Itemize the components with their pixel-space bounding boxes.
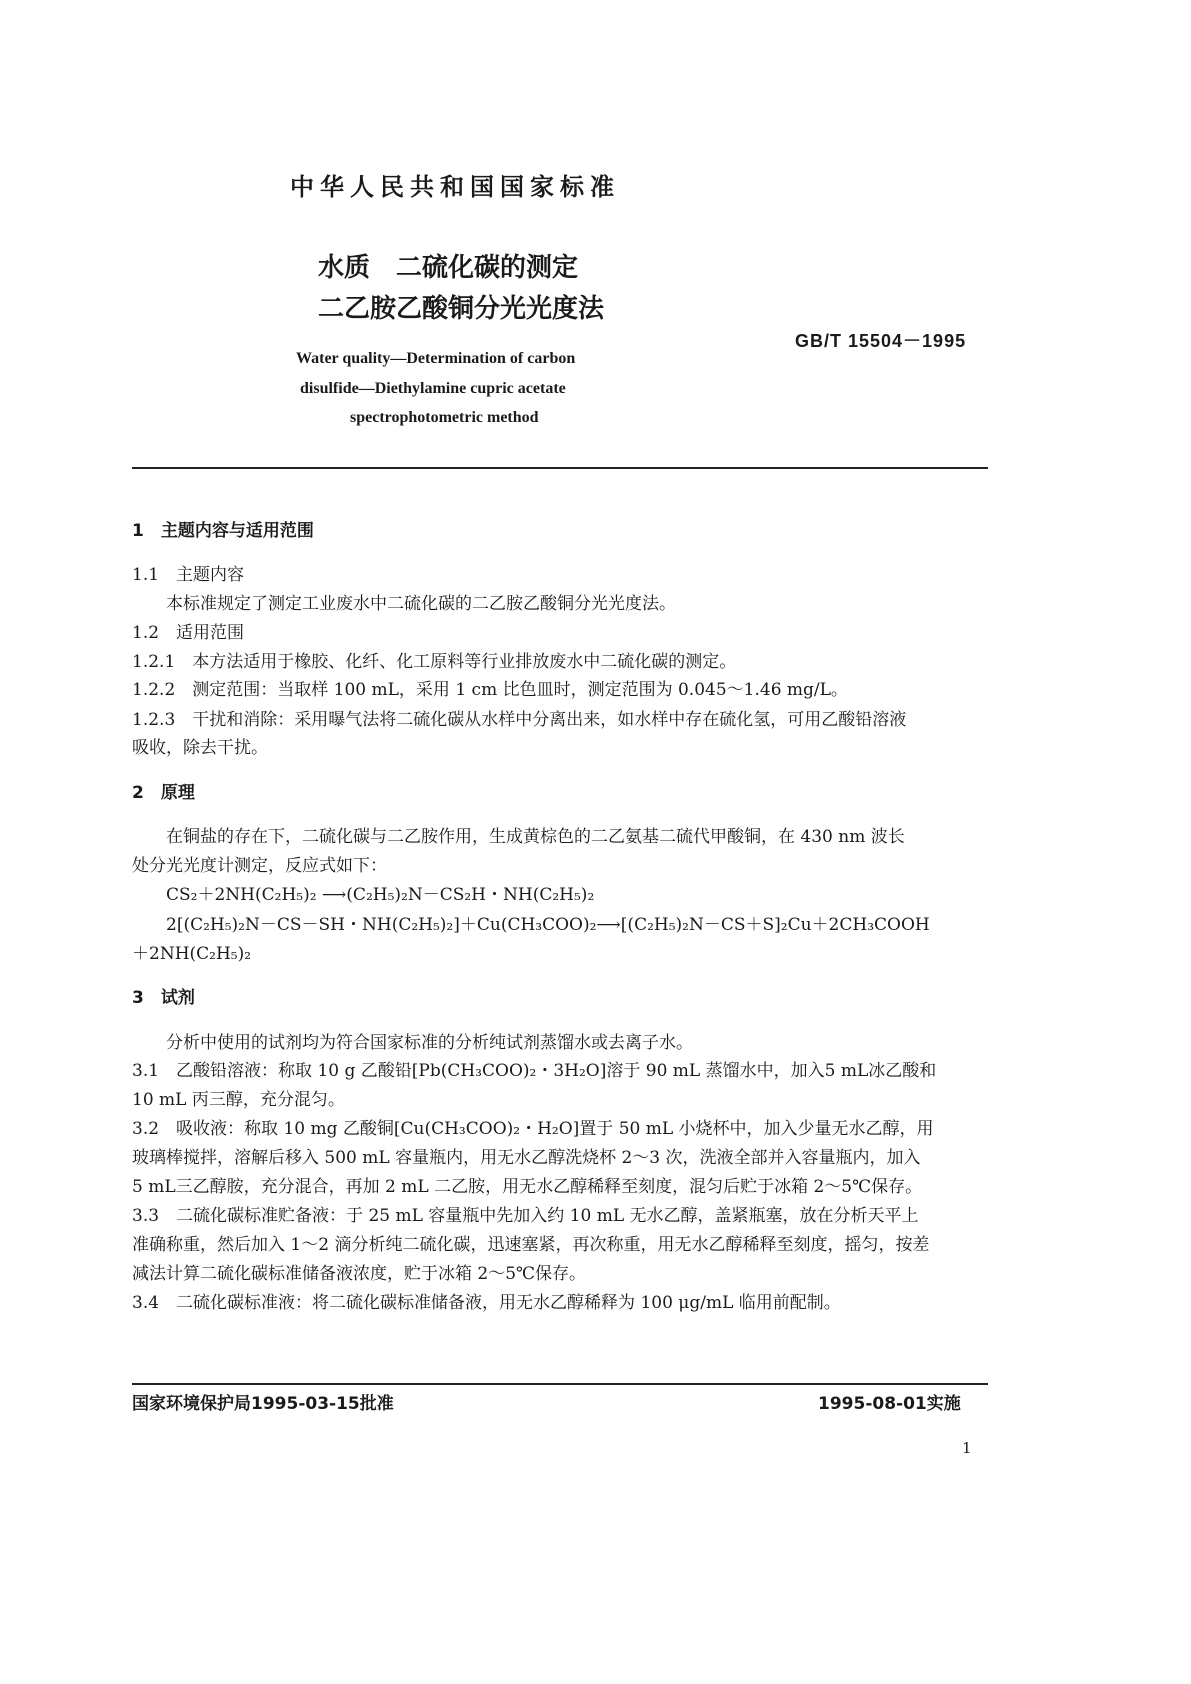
title-en-line-1: Water quality—Determination of carbon bbox=[296, 350, 576, 367]
title-cn-line-2: 二乙胺乙酸铜分光光度法 bbox=[318, 294, 605, 324]
section-3-3-cont-2: 减法计算二硫化碳标准储备液浓度，贮于冰箱 2～5℃保存。 bbox=[132, 1264, 587, 1284]
standard-body: 中华人民共和国国家标准 bbox=[290, 173, 620, 201]
section-1-2: 1.2 适用范围 bbox=[132, 623, 245, 643]
footer-divider bbox=[132, 1383, 988, 1385]
equation-2-cont: ＋2NH(C₂H₅)₂ bbox=[132, 944, 252, 964]
section-3-2-cont-2: 5 mL三乙醇胺，充分混合，再加 2 mL 二乙胺，用无水乙醇稀释至刻度，混匀后贮于冰箱 2～5℃保存。 bbox=[132, 1177, 923, 1197]
section-3-2: 3.2 吸收液：称取 10 mg 乙酸铜[Cu(CH₃COO)₂・H₂O]置于 50 mL 小烧杯中，加入少量无水乙醇，用 bbox=[132, 1119, 934, 1139]
effective-date: 1995-08-01实施 bbox=[818, 1394, 961, 1414]
standard-code: GB/T 15504－1995 bbox=[795, 331, 967, 351]
section-2-body-2: 处分光光度计测定，反应式如下： bbox=[132, 856, 387, 876]
section-3-1-cont: 10 mL 丙三醇，充分混匀。 bbox=[132, 1090, 345, 1110]
section-3-intro: 分析中使用的试剂均为符合国家标准的分析纯试剂蒸馏水或去离子水。 bbox=[166, 1033, 693, 1053]
header-divider bbox=[132, 467, 988, 469]
section-1-2-1: 1.2.1 本方法适用于橡胶、化纤、化工原料等行业排放废水中二硫化碳的测定。 bbox=[132, 652, 737, 672]
equation-1: CS₂＋2NH(C₂H₅)₂ ⟶(C₂H₅)₂N－CS₂H・NH(C₂H₅)₂ bbox=[166, 885, 595, 905]
section-1-1: 1.1 主题内容 bbox=[132, 565, 245, 585]
title-en-line-2: disulfide—Diethylamine cupric acetate bbox=[300, 380, 566, 397]
section-1-1-body: 本标准规定了测定工业废水中二硫化碳的二乙胺乙酸铜分光光度法。 bbox=[166, 594, 676, 614]
section-1-heading: 1 主题内容与适用范围 bbox=[132, 521, 314, 541]
section-3-4: 3.4 二硫化碳标准液：将二硫化碳标准储备液，用无水乙醇稀释为 100 μg/mL 临用前配制。 bbox=[132, 1293, 841, 1313]
approval-date: 国家环境保护局1995-03-15批准 bbox=[132, 1394, 394, 1414]
section-3-heading: 3 试剂 bbox=[132, 988, 195, 1008]
section-2-heading: 2 原理 bbox=[132, 783, 195, 803]
title-cn-line-1: 水质 二硫化碳的测定 bbox=[318, 253, 579, 283]
section-2-body-1: 在铜盐的存在下，二硫化碳与二乙胺作用，生成黄棕色的二乙氨基二硫代甲酸铜，在 430 nm 波长 bbox=[166, 827, 905, 847]
section-3-3-cont-1: 准确称重，然后加入 1～2 滴分析纯二硫化碳，迅速塞紧，再次称重，用无水乙醇稀释至刻度，摇匀，按差 bbox=[132, 1235, 930, 1255]
section-1-2-3-cont: 吸收，除去干扰。 bbox=[132, 738, 268, 758]
section-3-1: 3.1 乙酸铅溶液：称取 10 g 乙酸铅[Pb(CH₃COO)₂・3H₂O]溶于 90 mL 蒸馏水中，加入5 mL冰乙酸和 bbox=[132, 1061, 937, 1081]
page-number: 1 bbox=[962, 1439, 972, 1457]
equation-2: 2[(C₂H₅)₂N－CS－SH・NH(C₂H₅)₂]＋Cu(CH₃COO)₂⟶[(C₂H₅)₂N－CS＋S]₂Cu＋2CH₃COOH bbox=[166, 915, 930, 935]
section-1-2-3: 1.2.3 干扰和消除：采用曝气法将二硫化碳从水样中分离出来，如水样中存在硫化氢，可用乙酸铅溶液 bbox=[132, 710, 907, 730]
section-3-2-cont-1: 玻璃棒搅拌，溶解后移入 500 mL 容量瓶内，用无水乙醇洗烧杯 2～3 次，洗液全部并入容量瓶内，加入 bbox=[132, 1148, 921, 1168]
section-3-3: 3.3 二硫化碳标准贮备液：于 25 mL 容量瓶中先加入约 10 mL 无水乙醇，盖紧瓶塞，放在分析天平上 bbox=[132, 1206, 919, 1226]
title-en-line-3: spectrophotometric method bbox=[350, 409, 539, 426]
section-1-2-2: 1.2.2 测定范围：当取样 100 mL，采用 1 cm 比色皿时，测定范围为 0.045～1.46 mg/L。 bbox=[132, 680, 848, 700]
